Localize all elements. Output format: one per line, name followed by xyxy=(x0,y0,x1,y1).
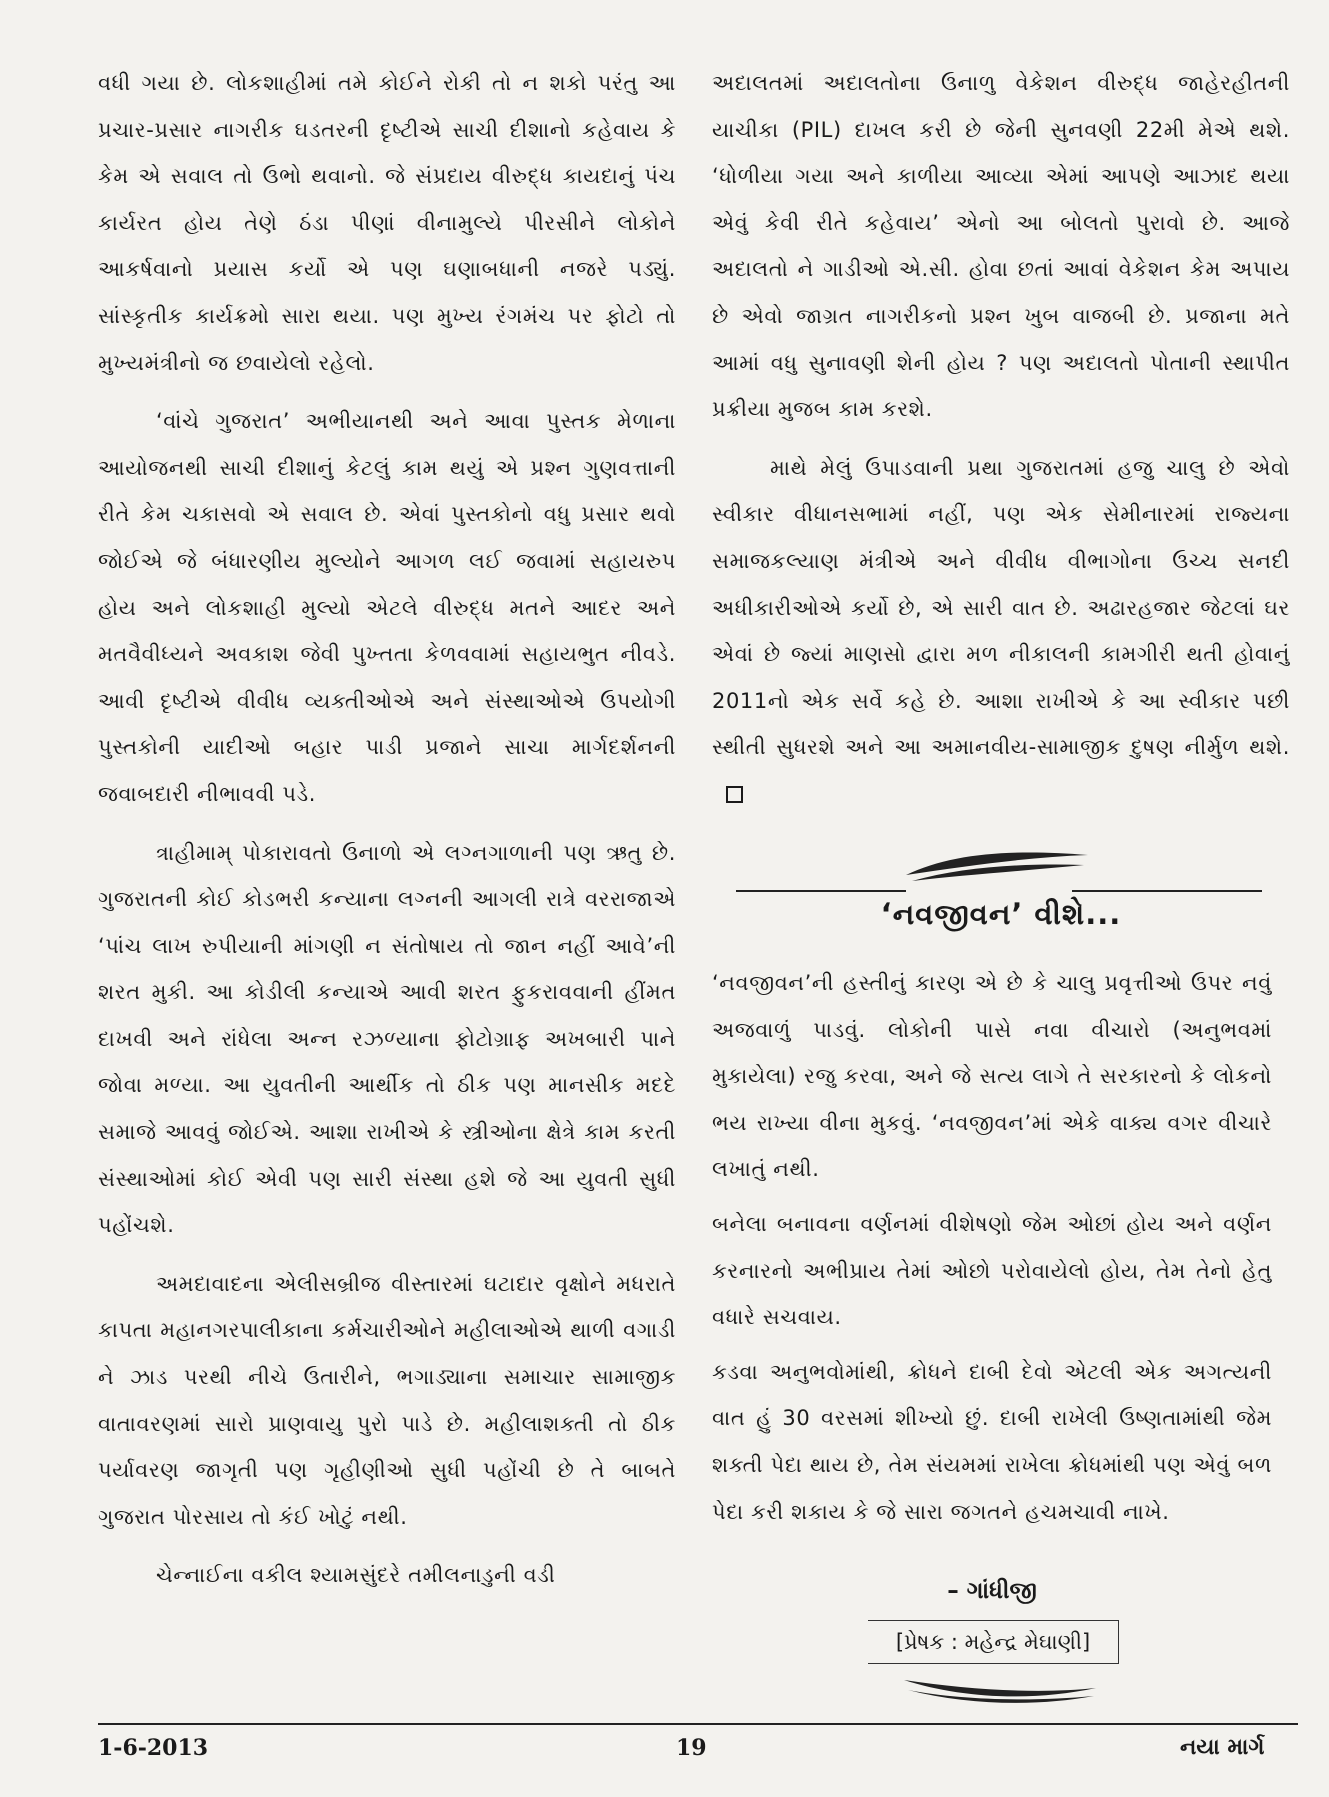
swoosh-ornament-icon xyxy=(902,845,1092,885)
swoosh-ornament-bottom-icon xyxy=(900,1668,1100,1708)
footer-rule xyxy=(98,1723,1298,1725)
left-paragraph-3: ત્રાહીમામ્ પોકારાવતો ઉનાળો એ લગ્નગાળાની પણ ઋતુ છે. ગુજરાતની કોઈ કોડભરી કન્યાના લગ્નની આગલી રાત્રે વરરાજાએ ‘પાંચ લાખ રુપીયાની માંગણી ન સંતોષાય તો જાન નહીં આવે’ની શરત મુકી. આ કોડીલી કન્યાએ આવી શરત ફુકરાવવાની હીંમત દાખવી અને રાંધેલા અન્ન રઝળ્યાના ફોટોગ્રાફ અખબારી પાને જોવા મળ્યા. આ યુવતીની આર્થીક તો ઠીક પણ માનસીક મદદે સમાજે આવવું જોઈએ. આશા રાખીએ કે સ્ત્રીઓના ક્ષેત્રે કામ કરતી સંસ્થાઓમાં કોઈ એવી પણ સારી સંસ્થા હશે જે આ યુવતી સુધી પહોંચશે. xyxy=(98,840,676,1238)
page-number: 19 xyxy=(676,1735,707,1761)
left-paragraph-2: ‘વાંચે ગુજરાત’ અભીયાનથી અને આવા પુસ્તક મેળાના આયોજનથી સાચી દીશાનું કેટલું કામ થયું એ પ્રશ્ન ગુણવત્તાની રીતે કેમ ચકાસવો એ સવાલ છે. એવાં પુસ્તકોનો વધુ પ્રસાર થવો જોઈએ જે બંધારણીય મુલ્યોને આગળ લઈ જવામાં સહાયરુપ હોય અને લોકશાહી મુલ્યો એટલે વીરુદ્ધ મતને આદર અને મતવૈવીધ્યને અવકાશ જેવી પુખ્તતા કેળવવામાં સહાયભુત નીવડે. આવી દૃષ્ટીએ વીવીધ વ્યક્તીઓએ અને સંસ્થાઓએ ઉપયોગી પુસ્તકોની યાદીઓ બહાર પાડી પ્રજાને સાચા માર્ગદર્શનની જવાબદારી નીભાવવી પડે. xyxy=(98,409,676,806)
right-paragraph-2-text: માથે મેલું ઉપાડવાની પ્રથા ગુજરાતમાં હજુ ચાલુ છે એવો સ્વીકાર વીધાનસભામાં નહીં, પણ એક સેમીનારમાં રાજ્યના સમાજકલ્યાણ મંત્રીએ અને વીવીધ વીભાગોના ઉચ્ચ સનદી અધીકારીઓએ કર્યો છે, એ સારી વાત છે. અઢારહજાર જેટલાં ઘર એવાં છે જ્યાં માણસો દ્વારા મળ નીકાલની કામગીરી થતી હોવાનું 2011નો એક સર્વે કહે છે. આશા રાખીએ કે આ સ્વીકાર પછી સ્થીતી સુધરશે અને આ અમાનવીય-સામાજીક દુષણ નીર્મુળ થશે. xyxy=(712,455,1290,760)
left-paragraph-1: વધી ગયા છે. લોકશાહીમાં તમે કોઈને રોકી તો ન શકો પરંતુ આ પ્રચાર-પ્રસાર નાગરીક ઘડતરની દૃષ્ટીએ સાચી દીશાનો કહેવાય કે કેમ એ સવાલ તો ઉભો થવાનો. જે સંપ્રદાય વીરુદ્ધ કાયદાનું પંચ કાર્યરત હોય તેણે ઠંડા પીણાં વીનામુલ્યે પીરસીને લોકોને આકર્ષવાનો પ્રયાસ કર્યો એ પણ ઘણાબધાની નજરે પડ્યું. સાંસ્કૃતીક કાર્યક્રમો સારા થયા. પણ મુખ્ય રંગમંચ પર ફોટો તો મુખ્યમંત્રીનો જ છવાયેલો રહેલો. xyxy=(98,71,676,375)
right-paragraph-2 xyxy=(712,445,1290,818)
divider-rule-right xyxy=(1072,890,1262,892)
box-paragraph-3: કડવા અનુભવોમાંથી, ક્રોધને દાબી દેવો એટલી એક અગત્યની વાત હું 30 વરસમાં શીખ્યો છું. દાબી રાખેલી ઉષ્ણતામાંથી જેમ શક્તી પેદા થાય છે, તેમ સંયમમાં રાખેલા ક્રોધમાંથી પણ એવું બળ પેદા કરી શકાય કે જે સારા જગતને હચમચાવી નાખે. xyxy=(712,1359,1272,1524)
section-divider xyxy=(712,845,1290,945)
navjivan-box xyxy=(712,960,1272,1535)
publication-name: નયા માર્ગ xyxy=(1180,1735,1265,1760)
end-mark-icon xyxy=(726,786,743,803)
left-column xyxy=(98,60,676,1599)
divider-rule-left xyxy=(736,890,906,892)
right-paragraph-1: અદાલતમાં અદાલતોના ઉનાળુ વેકેશન વીરુદ્ધ જાહેરહીતની યાચીકા (PIL) દાખલ કરી છે જેની સુનવણી 22મી મેએ થશે. ‘ધોળીયા ગયા અને કાળીયા આવ્યા એમાં આપણે આઝાદ થયા એવું કેવી રીતે કહેવાય’ એનો આ બોલતો પુરાવો છે. આજે અદાલતો ને ગાડીઓ એ.સી. હોવા છતાં આવાં વેકેશન કેમ અપાય છે એવો જાગ્રત નાગરીકનો પ્રશ્ન ખુબ વાજબી છે. પ્રજાના મતે આમાં વધુ સુનાવણી શેની હોય ? પણ અદાલતો પોતાની સ્થાપીત પ્રક્રીયા મુજબ કામ કરશે. xyxy=(712,71,1290,422)
left-paragraph-4: અમદાવાદના એલીસબ્રીજ વીસ્તારમાં ઘટાદાર વૃક્ષોને મધરાતે કાપતા મહાનગરપાલીકાના કર્મચારીઓને મહીલાઓએ થાળી વગાડી ને ઝાડ પરથી નીચે ઉતારીને, ભગાડ્યાના સમાચાર સામાજીક વાતાવરણમાં સારો પ્રાણવાયુ પુરો પાડે છે. મહીલાશક્તી તો ઠીક પર્યાવરણ જાગૃતી પણ ગૃહીણીઓ સુધી પહોંચી છે તે બાબતે ગુજરાત પોરસાય તો કંઈ ખોટું નથી. xyxy=(98,1271,676,1529)
section-heading: ‘નવજીવન’ વીશે... xyxy=(880,897,1122,931)
sender-credit: [પ્રેષક : મહેન્દ્ર મેઘાણી] xyxy=(868,1620,1119,1664)
left-paragraph-5: ચેન્નાઈના વકીલ શ્યામસુંદરે તમીલનાડુની વડી xyxy=(156,1563,556,1588)
box-paragraph-1: ‘નવજીવન’ની હસ્તીનું કારણ એ છે કે ચાલુ પ્રવૃત્તીઓ ઉપર નવું અજવાળું પાડવું. લોકોની પાસે નવા વીચારો (અનુભવમાં મુકાયેલા) રજુ કરવા, અને જે સત્ય લાગે તે સરકારનો કે લોકનો ભય રાખ્યા વીના મુકવું. ‘નવજીવન’માં એકે વાક્ય વગર વીચારે લખાતું નથી. xyxy=(712,971,1272,1182)
right-column xyxy=(712,60,1290,818)
footer-date: 1-6-2013 xyxy=(98,1735,209,1761)
box-paragraph-2: બનેલા બનાવના વર્ણનમાં વીશેષણો જેમ ઓછાં હોય અને વર્ણન કરનારનો અભીપ્રાય તેમાં ઓછો પરોવાયેલો હોય, તેમ તેનો હેતુ વધારે સચવાય. xyxy=(712,1211,1272,1330)
signature: – ગાંધીજી xyxy=(947,1578,1037,1604)
